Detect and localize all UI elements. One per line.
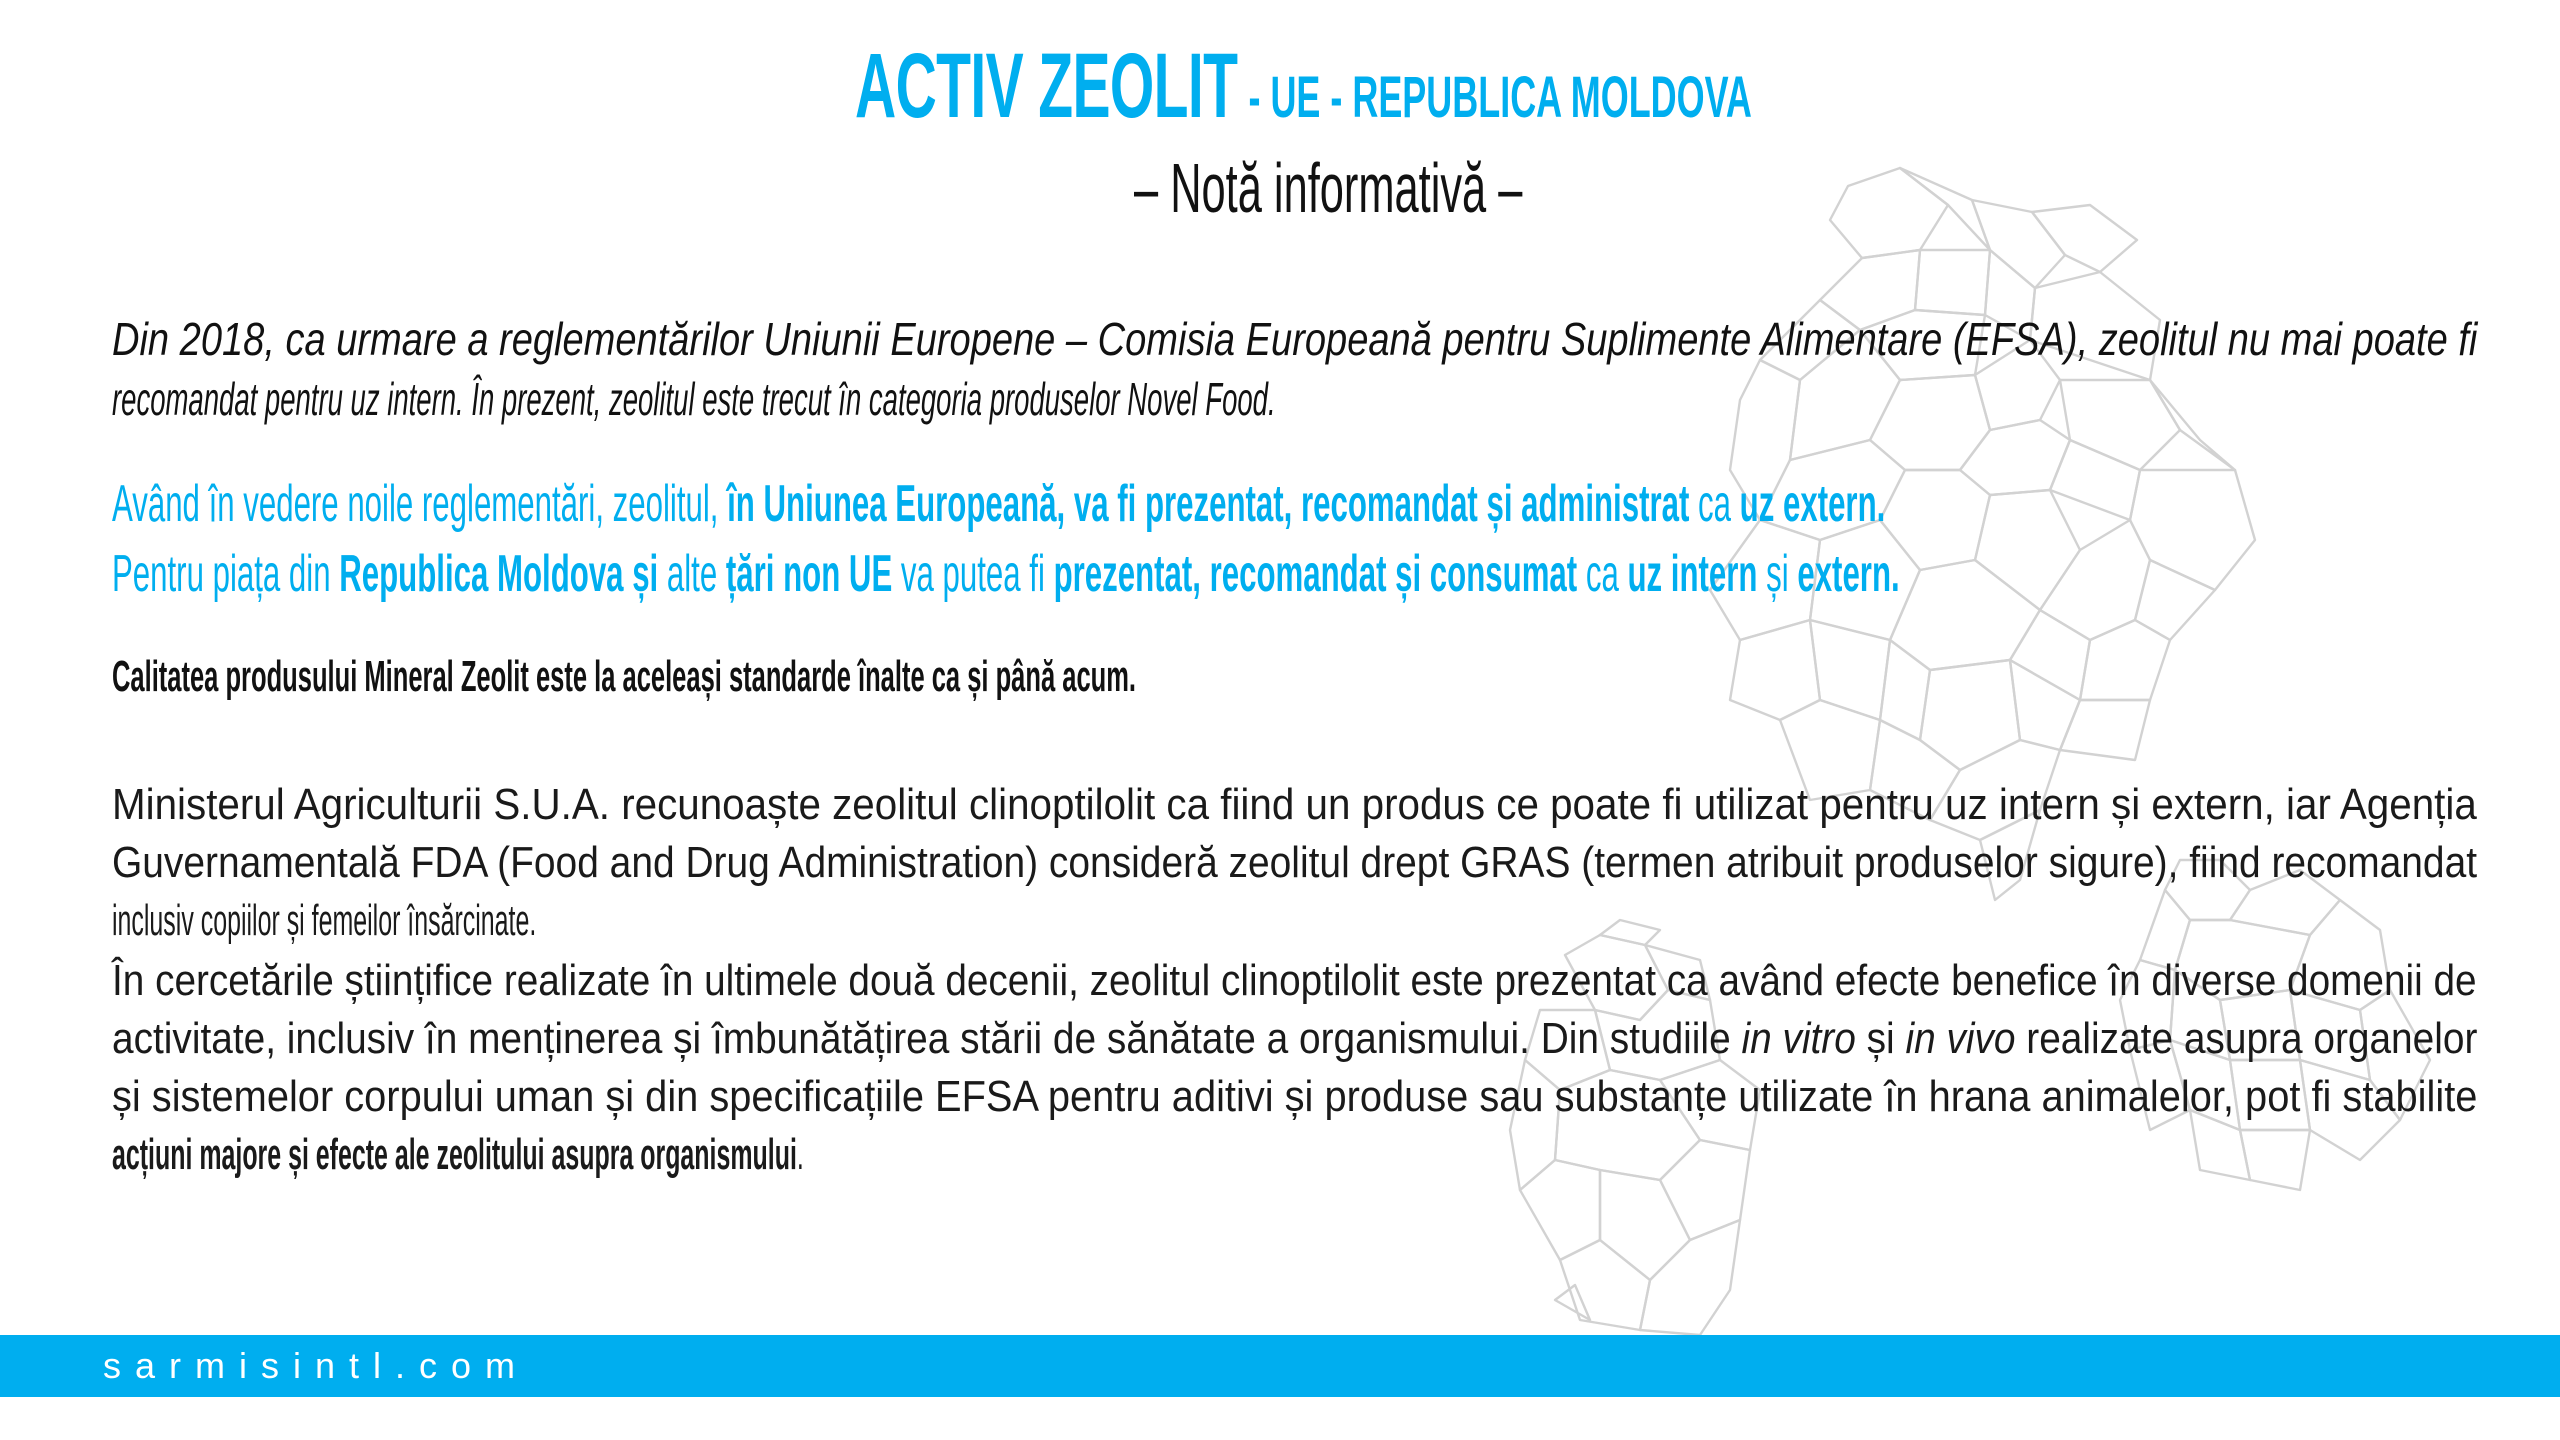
highlight-line-moldova [112,544,2560,604]
body-italic-text: in vitro [1741,1014,1856,1063]
body-italic-text: in vivo [1905,1014,2016,1063]
page-subtitle [1134,150,1760,226]
page-title [855,35,2302,137]
body-p2-line-3 [112,1072,2560,1122]
body-p1-line-1 [112,780,2560,830]
highlight-bold-text: prezentat, recomandat și consumat [1053,545,1578,603]
body-text: În cercetările științifice realizate în ultimele două decenii, zeolitul clinoptilolit este prezentat ca având efecte benefice în diverse domenii de [112,956,2477,1005]
footer-website-link[interactable]: sarmisintl.com [103,1345,530,1386]
highlight-text: ca [1577,545,1628,603]
highlight-text: Pentru piața din [112,545,340,603]
highlight-bold-text: uz extern. [1739,475,1886,533]
body-p1-line-3 [112,896,860,946]
body-text: inclusiv copiilor și femeilor însărcinate. [112,896,537,945]
highlight-text: și [1757,545,1798,603]
body-p2-line-4 [112,1130,1332,1180]
footer-bar [0,1335,2560,1397]
intro-text-2: recomandat pentru uz intern. În prezent, zeolitul este trecut în categoria produselor Novel Food. [112,373,1276,425]
body-p2-line-2 [112,1014,2560,1064]
body-p2-line-1 [112,956,2560,1006]
highlight-line-eu [112,474,2560,534]
highlight-bold-text: uz intern [1627,545,1758,603]
subtitle-text: – Notă informativă – [1134,149,1523,227]
intro-text-1: Din 2018, ca urmare a reglementărilor Uniunii Europene – Comisia Europeană pentru Suplimente Alimentare (EFSA), zeolitul nu mai poate fi [112,313,2478,365]
highlight-bold-text: extern. [1797,545,1900,603]
body-bold-text: acțiuni majore și efecte ale zeolitului asupra organismului [112,1130,797,1179]
body-text: și [1855,1014,1906,1063]
intro-line-1 [112,312,2560,366]
highlight-bold-text: țări non UE [725,545,893,603]
highlight-bold-text: Republica Moldova și [339,545,659,603]
body-text: și sistemelor corpului uman și din specificațiile EFSA pentru aditivi și produse sau substanțe utilizate în hrana animalelor, pot fi stabilite [112,1072,2478,1121]
highlight-text: Având în vedere noile reglementări, zeolitul, [112,475,728,533]
title-sub: - UE - REPUBLICA MOLDOVA [1248,65,1752,130]
body-text: . [796,1130,804,1179]
highlight-text: ca [1689,475,1740,533]
body-text: Ministerul Agriculturii S.U.A. recunoaște zeolitul clinoptilolit ca fiind un produs ce poate fi utilizat pentru uz intern și extern, iar Agenția [112,780,2477,829]
body-text: realizate asupra organelor [2015,1014,2478,1063]
quality-text: Calitatea produsului Mineral Zeolit este la aceleași standarde înalte ca și până acum. [112,652,1137,701]
highlight-bold-text: în Uniunea Europeană, va fi prezentat, recomandat și administrat [727,475,1690,533]
body-p1-line-2 [112,838,2560,888]
intro-line-2 [112,372,2058,426]
body-text: Guvernamentală FDA (Food and Drug Administration) consideră zeolitul drept GRAS (termen atribuit produselor sigure), fiind recomandat [112,838,2478,887]
title-main: ACTIV ZEOLIT [855,35,1238,137]
highlight-text: alte [658,545,726,603]
highlight-text: va putea fi [892,545,1054,603]
quality-statement [112,652,1878,702]
body-text: activitate, inclusiv în menținerea și îmbunătățirea stării de sănătate a organismului. Din studiile [112,1014,1742,1063]
